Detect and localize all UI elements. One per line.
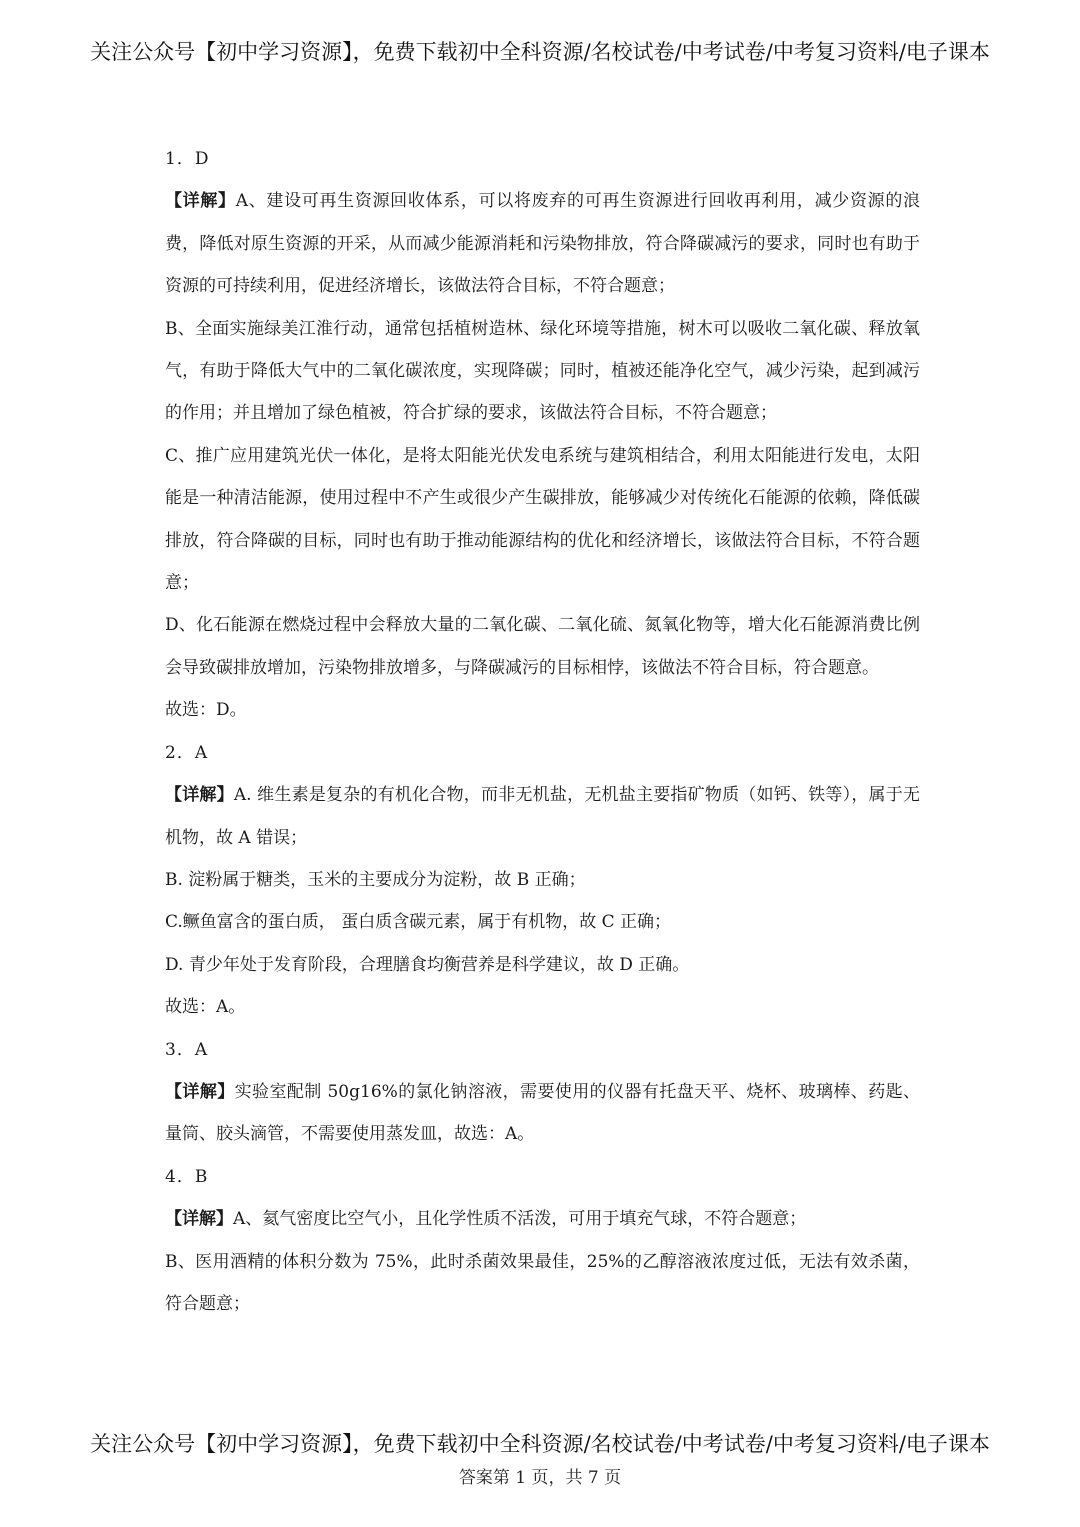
detail-paragraph (165, 1198, 920, 1240)
body-paragraph: B、医用酒精的体积分数为 75%，此时杀菌效果最佳，25%的乙醇溶液浓度过低，无法有效杀菌，符合题意； (165, 1251, 920, 1314)
page-number: 答案第 1 页，共 7 页 (458, 1468, 622, 1488)
detail-label: 【详解】 (165, 1209, 233, 1230)
question-number: 1．D (165, 149, 210, 169)
header-banner: 关注公众号【初中学习资源】，免费下载初中全科资源/名校试卷/中考试卷/中考复习资料/电子课本 (90, 40, 990, 64)
body-paragraph: B. 淀粉属于糖类，玉米的主要成分为淀粉，故 B 正确； (165, 869, 586, 890)
detail-paragraph (165, 1071, 920, 1156)
body-paragraph: D、化石能源在燃烧过程中会释放大量的二氧化碳、二氧化硫、氮氧化物等，增大化石能源消费比例会导致碳排放增加，污染物排放增多，与降碳减污的目标相悖，该做法不符合目标，符合题意。 (165, 615, 920, 678)
detail-text: A、氦气密度比空气小，且化学性质不活泼，可用于填充气球，不符合题意； (233, 1209, 807, 1230)
body-paragraph: D. 青少年处于发育阶段，合理膳食均衡营养是科学建议，故 D 正确。 (165, 954, 690, 975)
detail-text: 实验室配制 50g16%的氯化钠溶液，需要使用的仪器有托盘天平、烧杯、玻璃棒、药匙、量筒、胶头滴管，不需要使用蒸发皿，故选：A。 (165, 1081, 921, 1145)
detail-label: 【详解】 (165, 785, 234, 806)
detail-paragraph (165, 774, 920, 859)
question-number: 3．A (165, 1039, 209, 1060)
body-paragraph: B、全面实施绿美江淮行动，通常包括植树造林、绿化环境等措施，树木可以吸收二氧化碳、释放氧气，有助于降低大气中的二氧化碳浓度，实现降碳；同时，植被还能净化空气，减少污染，起到减污的作用；并且增加了绿色植被，符合扩绿的要求，该做法符合目标，不符合题意； (165, 318, 920, 424)
detail-paragraph (165, 180, 920, 307)
question-number: 4．B (165, 1166, 209, 1187)
answer-choice-line: 故选：D。 (165, 700, 247, 721)
footer-banner: 关注公众号【初中学习资源】，免费下载初中全科资源/名校试卷/中考试卷/中考复习资料/电子课本 (90, 1432, 990, 1456)
body-paragraph: C、推广应用建筑光伏一体化，是将太阳能光伏发电系统与建筑相结合，利用太阳能进行发电，太阳能是一种清洁能源，使用过程中不产生或很少产生碳排放，能够减少对传统化石能源的依赖，降低碳排放，符合降碳的目标，同时也有助于推动能源结构的优化和经济增长，该做法符合目标，不符合题意； (165, 445, 920, 594)
answer-content (165, 138, 920, 1325)
body-paragraph: C.鳜鱼富含的蛋白质， 蛋白质含碳元素，属于有机物，故 C 正确； (165, 912, 672, 933)
answer-choice-line: 故选：A。 (165, 997, 246, 1018)
detail-text: A. 维生素是复杂的有机化合物，而非无机盐，无机盐主要指矿物质（如钙、铁等），属于无机物，故 A 错误； (165, 785, 920, 848)
detail-label: 【详解】 (165, 191, 236, 212)
detail-label: 【详解】 (165, 1081, 235, 1102)
question-number: 2．A (165, 742, 209, 763)
detail-text: A、建设可再生资源回收体系，可以将废弃的可再生资源进行回收再利用，减少资源的浪费，降低对原生资源的开采，从而减少能源消耗和污染物排放，符合降碳减污的要求，同时也有助于资源的可持续利用，促进经济增长，该做法符合目标，不符合题意； (165, 191, 921, 297)
